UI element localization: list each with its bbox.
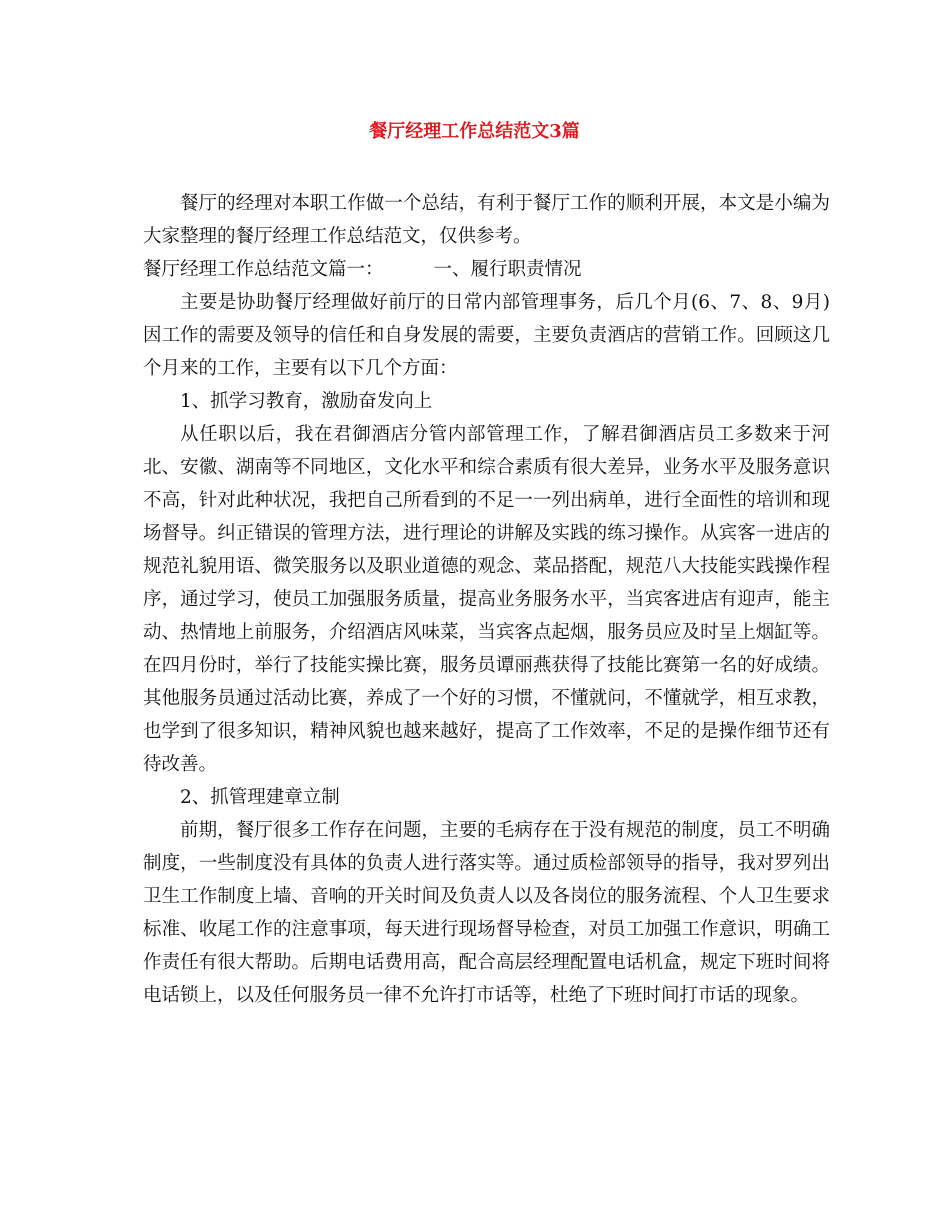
paragraph-duties: 主要是协助餐厅经理做好前厅的日常内部管理事务，后几个月(6、7、8、9月)因工作的需要及领导的信任和自身发展的需要，主要负责酒店的营销工作。回顾这几个月来的工作，主要有以下几个方面： (143, 292, 830, 379)
document-title: 餐厅经理工作总结范文3篇 (369, 121, 580, 142)
heading-gap (384, 253, 434, 286)
section-heading: 餐厅经理工作总结范文篇一： (143, 259, 384, 280)
item1-body: 从任职以后，我在君御酒店分管内部管理工作，了解君御酒店员工多数来于河北、安徽、湖南等不同地区，文化水平和综合素质有很大差异，业务水平及服务意识不高，针对此种状况，我把自己所看到的不足一一列出病单，进行全面性的培训和现场督导。纠正错误的管理方法，进行理论的讲解及实践的练习操作。从宾客一进店的规范礼貌用语、微笑服务以及职业道德的观念、菜品搭配，规范八大技能实践操作程序，通过学习，使员工加强服务质量，提高业务服务水平，当宾客进店有迎声，能主动、热情地上前服务，介绍酒店风味菜，当宾客点起烟，服务员应及时呈上烟缸等。在四月份时，举行了技能实操比赛，服务员谭丽燕获得了技能比赛第一名的好成绩。其他服务员通过活动比赛，养成了一个好的习惯，不懂就问，不懂就学，相互求教，也学到了很多知识，精神风貌也越来越好，提高了工作效率，不足的是操作细节还有待改善。 (143, 424, 830, 775)
item2-heading: 2、抓管理建章立制 (180, 787, 340, 808)
intro-paragraph: 餐厅的经理对本职工作做一个总结，有利于餐厅工作的顺利开展，本文是小编为大家整理的餐厅经理工作总结范文，仅供参考。 (143, 193, 830, 247)
item2-body: 前期，餐厅很多工作存在问题，主要的毛病存在于没有规范的制度，员工不明确制度，一些制度没有具体的负责人进行落实等。通过质检部领导的指导，我对罗列出卫生工作制度上墙、音响的开关时间及负责人以及各岗位的服务流程、个人卫生要求标准、收尾工作的注意事项，每天进行现场督导检查，对员工加强工作意识，明确工作责任有很大帮助。后期电话费用高，配合高层经理配置电话机盒，规定下班时间将电话锁上，以及任何服务员一律不允许打市话等，杜绝了下班时间打市话的现象。 (143, 820, 830, 1006)
section-subheading: 一、履行职责情况 (433, 259, 582, 280)
section-heading-line (143, 253, 830, 286)
item1-heading: 1、抓学习教育，激励奋发向上 (180, 391, 433, 412)
